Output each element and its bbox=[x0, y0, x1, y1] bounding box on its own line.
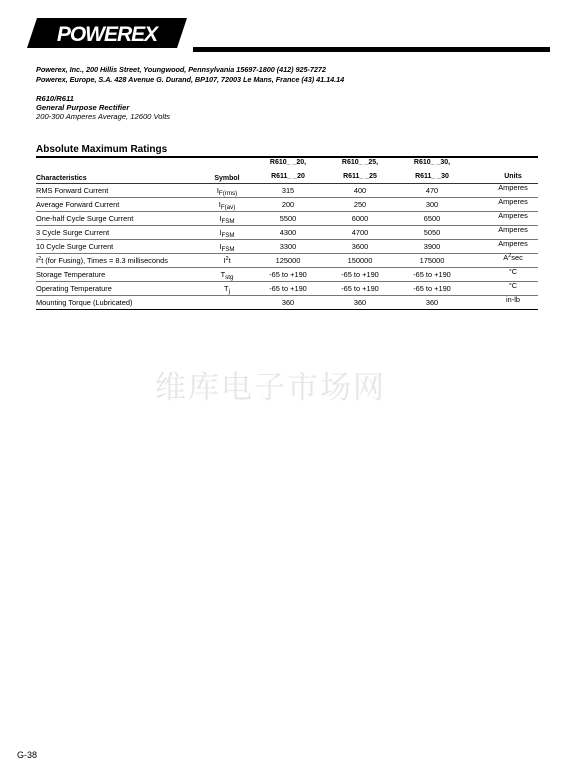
logo-text: POWEREX bbox=[56, 23, 158, 46]
address-us: Powerex, Inc., 200 Hillis Street, Youngwood, Pennsylvania 15697-1800 (412) 925-7272 bbox=[36, 65, 326, 74]
row-value-rating-1: 315 bbox=[281, 186, 295, 195]
row-value-rating-2: 150000 bbox=[347, 256, 373, 265]
row-characteristic: 3 Cycle Surge Current bbox=[36, 228, 110, 237]
symbol-base: I bbox=[219, 214, 222, 223]
char-sup: 2 bbox=[38, 256, 42, 262]
symbol-sub: F(rms) bbox=[218, 190, 238, 197]
row-value-rating-2: 400 bbox=[353, 186, 367, 195]
symbol-sub: FSM bbox=[221, 232, 235, 239]
row-characteristic: Storage Temperature bbox=[36, 270, 106, 279]
watermark: 维库电子市场网 bbox=[155, 370, 386, 406]
row-units bbox=[478, 225, 548, 234]
row-units bbox=[478, 295, 548, 304]
row-value-rating-1: -65 to +190 bbox=[269, 270, 307, 279]
row-units bbox=[478, 253, 548, 262]
row-characteristic: Mounting Torque (Lubricated) bbox=[36, 298, 133, 307]
char-prefix: I bbox=[36, 256, 39, 265]
powerex-logo bbox=[27, 18, 187, 48]
row-symbol bbox=[205, 256, 249, 265]
product-description: 200-300 Amperes Average, 12600 Volts bbox=[36, 112, 171, 121]
row-divider bbox=[36, 225, 538, 226]
group-header-1-line2: R611_ _20 bbox=[271, 173, 305, 180]
row-value-rating-1: 125000 bbox=[275, 256, 301, 265]
row-value-rating-3: -65 to +190 bbox=[413, 284, 451, 293]
row-value-rating-2: 4700 bbox=[351, 228, 369, 237]
row-divider bbox=[36, 197, 538, 198]
row-symbol bbox=[205, 284, 249, 293]
row-value-rating-3: -65 to +190 bbox=[413, 270, 451, 279]
symbol-base: T bbox=[224, 284, 229, 293]
symbol-tail: t bbox=[228, 256, 231, 265]
row-units bbox=[478, 281, 548, 290]
unit-sup: 2 bbox=[508, 253, 512, 259]
row-divider bbox=[36, 239, 538, 240]
row-units bbox=[478, 183, 548, 192]
row-units bbox=[478, 267, 548, 276]
unit-base: Amperes bbox=[498, 183, 528, 192]
group-header-3-line1: R610_ _30, bbox=[413, 159, 451, 166]
row-value-rating-2: 360 bbox=[353, 298, 367, 307]
product-type: General Purpose Rectifier bbox=[36, 103, 130, 112]
symbol-base: I bbox=[219, 228, 222, 237]
row-characteristic: Average Forward Current bbox=[36, 200, 120, 209]
row-value-rating-3: 3900 bbox=[423, 242, 441, 251]
row-value-rating-3: 300 bbox=[425, 200, 439, 209]
row-value-rating-1: 200 bbox=[281, 200, 295, 209]
row-divider bbox=[36, 281, 538, 282]
row-characteristic: Operating Temperature bbox=[36, 284, 112, 293]
unit-base: Amperes bbox=[498, 225, 528, 234]
unit-base: Amperes bbox=[498, 211, 528, 220]
group-header-2-line2: R611_ _25 bbox=[343, 173, 377, 180]
unit-base: A bbox=[503, 253, 509, 262]
group-header-1-line1: R610_ _20, bbox=[269, 159, 307, 166]
symbol-sup: 2 bbox=[225, 256, 229, 262]
unit-tail: sec bbox=[511, 253, 523, 262]
unit-base: °C bbox=[508, 281, 518, 290]
row-value-rating-3: 5050 bbox=[423, 228, 441, 237]
row-value-rating-2: -65 to +190 bbox=[341, 270, 379, 279]
row-value-rating-3: 175000 bbox=[419, 256, 445, 265]
row-value-rating-2: 250 bbox=[353, 200, 367, 209]
unit-base: °C bbox=[508, 267, 518, 276]
char-text: t (for Fusing), Times = 8.3 milliseconds bbox=[41, 256, 168, 265]
symbol-sub: FSM bbox=[221, 218, 235, 225]
group-header-3-line2: R611_ _30 bbox=[415, 173, 449, 180]
row-value-rating-1: 5500 bbox=[279, 214, 297, 223]
unit-base: in-lb bbox=[506, 295, 520, 304]
symbol-base: I bbox=[223, 256, 226, 265]
row-divider bbox=[36, 267, 538, 268]
row-value-rating-1: 3300 bbox=[279, 242, 297, 251]
group-header-2-line1: R610_ _25, bbox=[341, 159, 379, 166]
row-symbol bbox=[205, 242, 249, 251]
row-characteristic bbox=[36, 256, 168, 265]
page-number: G-38 bbox=[17, 750, 38, 760]
row-value-rating-1: 4300 bbox=[279, 228, 297, 237]
header-rule bbox=[193, 47, 550, 52]
header-symbol: Symbol bbox=[214, 175, 240, 182]
row-characteristic: 10 Cycle Surge Current bbox=[36, 242, 114, 251]
symbol-sub: j bbox=[228, 288, 230, 295]
row-units bbox=[478, 211, 548, 220]
row-divider bbox=[36, 309, 538, 310]
row-symbol bbox=[205, 270, 249, 279]
row-value-rating-1: 360 bbox=[281, 298, 295, 307]
address-europe: Powerex, Europe, S.A. 428 Avenue G. Durand, BP107, 72003 Le Mans, France (43) 41.14.14 bbox=[36, 75, 345, 84]
header-rule bbox=[36, 183, 538, 184]
row-value-rating-3: 360 bbox=[425, 298, 439, 307]
symbol-base: I bbox=[218, 200, 221, 209]
row-characteristic: RMS Forward Current bbox=[36, 186, 109, 195]
row-value-rating-2: 3600 bbox=[351, 242, 369, 251]
symbol-sub: stg bbox=[225, 274, 234, 281]
row-value-rating-1: -65 to +190 bbox=[269, 284, 307, 293]
header-units: Units bbox=[504, 173, 522, 180]
symbol-base: I bbox=[219, 242, 222, 251]
row-units bbox=[478, 197, 548, 206]
unit-base: Amperes bbox=[498, 197, 528, 206]
row-characteristic: One-half Cycle Surge Current bbox=[36, 214, 134, 223]
unit-base: Amperes bbox=[498, 239, 528, 248]
row-symbol bbox=[205, 214, 249, 223]
product-part-number: R610/R611 bbox=[36, 94, 74, 103]
row-divider bbox=[36, 211, 538, 212]
row-symbol bbox=[205, 200, 249, 209]
symbol-sub: FSM bbox=[221, 246, 235, 253]
symbol-sub: F(av) bbox=[220, 204, 236, 211]
row-value-rating-3: 470 bbox=[425, 186, 439, 195]
row-divider bbox=[36, 295, 538, 296]
row-value-rating-3: 6500 bbox=[423, 214, 441, 223]
row-value-rating-2: 6000 bbox=[351, 214, 369, 223]
row-divider bbox=[36, 253, 538, 254]
header-characteristics: Characteristics bbox=[36, 175, 87, 182]
row-value-rating-2: -65 to +190 bbox=[341, 284, 379, 293]
row-symbol bbox=[205, 186, 249, 195]
symbol-base: T bbox=[220, 270, 226, 279]
row-symbol bbox=[205, 228, 249, 237]
row-units bbox=[478, 239, 548, 248]
table-top-rule bbox=[36, 156, 538, 158]
symbol-base: I bbox=[216, 186, 219, 195]
section-title: Absolute Maximum Ratings bbox=[36, 144, 168, 155]
